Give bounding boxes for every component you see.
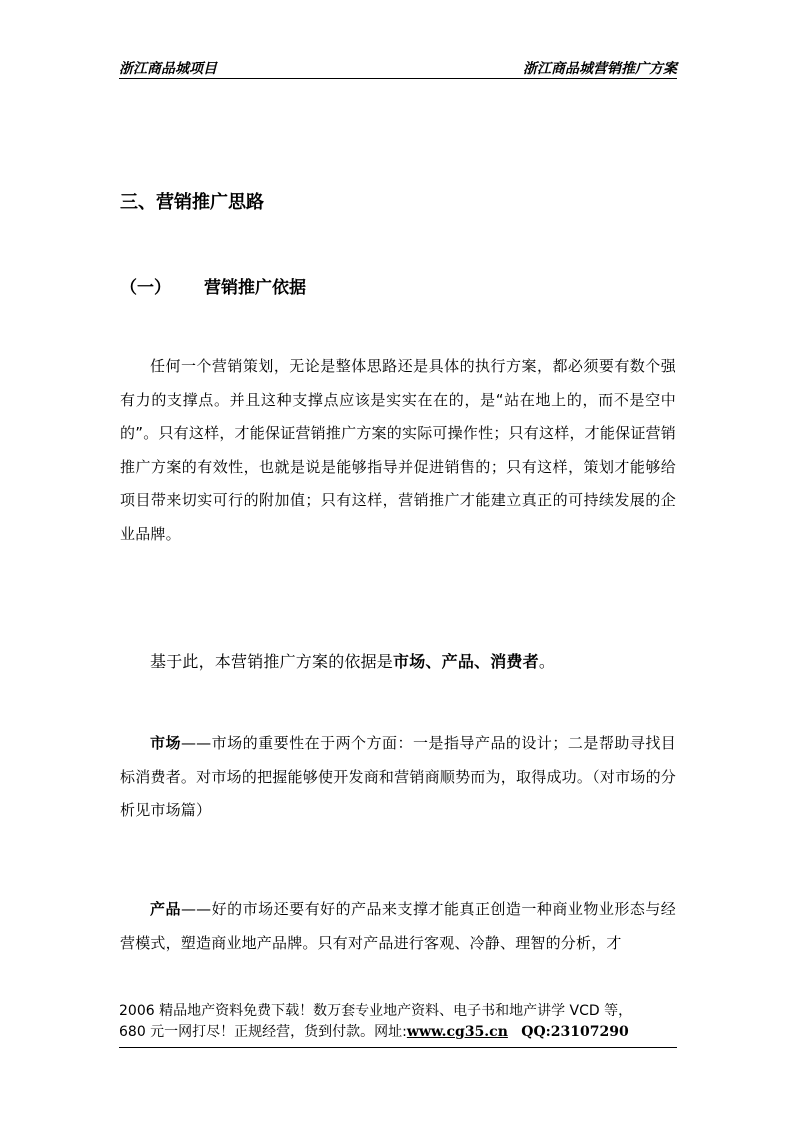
header-project-name: 浙江商品城项目: [119, 61, 217, 77]
paragraph-basis: [120, 645, 676, 679]
page-footer: [119, 1001, 679, 1043]
subsection-number: （一）: [120, 278, 171, 298]
market-text: ——市场的重要性在于两个方面：一是指导产品的设计；二是帮助寻找目标消费者。对市场的把握能够使开发商和营销商顺势而为，取得成功。（对市场的分析见市场篇）: [120, 734, 677, 819]
basis-text: 基于此，本营销推广方案的依据是: [150, 652, 394, 671]
basis-end: 。: [538, 652, 556, 671]
footer-divider: [119, 1047, 677, 1048]
paragraph-support-points: 任何一个营销策划，无论是整体思路还是具体的执行方案，都必须要有数个强有力的支撑点。并且这种支撑点应该是实实在在的，是“站在地上的，而不是空中的”。只有这样，才能保证营销推广方案的实际可操作性；只有这样，才能保证营销推广方案的有效性，也就是说是能够指导并促进销售的；只有这样，策划才能够给项目带来切实可行的附加值；只有这样，营销推广才能建立真正的可持续发展的企业品牌。: [120, 357, 676, 543]
paragraph-product: [120, 893, 676, 960]
subsection-heading: [120, 273, 306, 298]
subsection-title: 营销推广依据: [204, 278, 306, 298]
basis-keywords: 市场、产品、消费者: [393, 652, 539, 671]
footer-url-link[interactable]: www.cg35.cn: [406, 1024, 508, 1040]
section-title: 三、营销推广思路: [120, 192, 264, 213]
page-header: [119, 58, 677, 78]
header-document-title: 浙江商品城营销推广方案: [523, 61, 677, 77]
product-term: 产品: [150, 900, 181, 918]
footer-line-2: [119, 1022, 679, 1043]
header-divider: [119, 78, 677, 79]
market-term: 市场: [150, 734, 181, 752]
paragraph-market: [120, 727, 676, 828]
product-text: ——好的市场还要有好的产品来支撑才能真正创造一种商业物业形态与经营模式，塑造商业地产品牌。只有对产品进行客观、冷静、理智的分析，才: [120, 900, 677, 952]
footer-qq: QQ:23107290: [521, 1024, 629, 1040]
footer-line-2-text: 680 元一网打尽！正规经营，货到付款。网址:: [119, 1024, 407, 1040]
footer-line-1: 2006 精品地产资料免费下载！数万套专业地产资料、电子书和地产讲学 VCD 等，: [119, 1003, 633, 1019]
